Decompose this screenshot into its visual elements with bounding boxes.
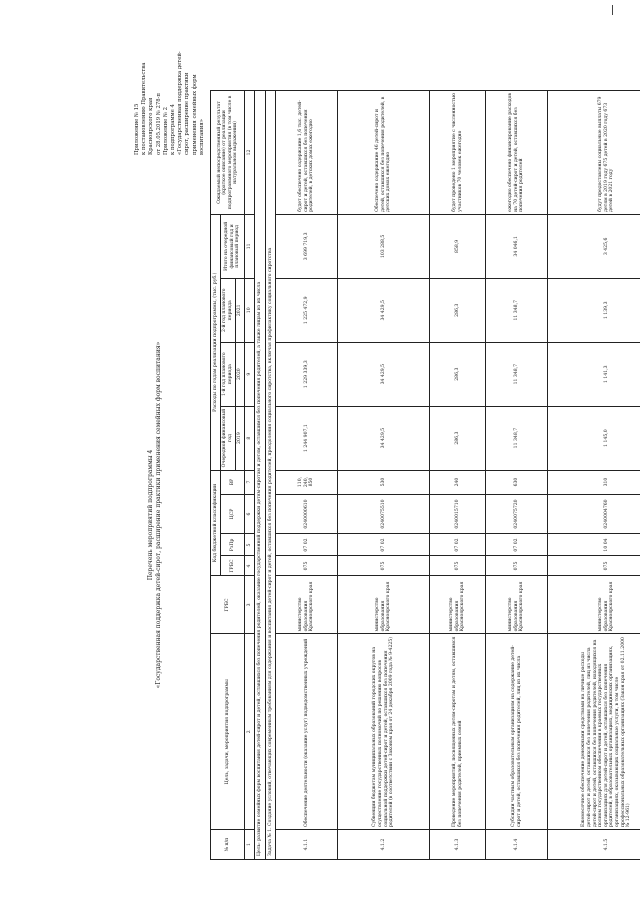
column-number: 2 (245, 634, 255, 830)
appendix-line: сирот, расширение практики (184, 72, 191, 155)
header-current-year: Очередной финансовый год (220, 406, 235, 470)
measures-table-wrapper (210, 90, 640, 860)
table-row (548, 91, 640, 860)
table-row (276, 91, 338, 860)
row-value-2019: 1 244 907,1 (276, 406, 338, 470)
row-value-total: 858,9 (430, 214, 486, 278)
row-value-2020: 11 348,7 (486, 342, 548, 406)
row-vr: 630 (486, 470, 548, 494)
header-first-year: 1-й год планового периода (220, 342, 235, 406)
row-result: Обеспечено содержание 46 детей-сирот и детей, оставшихся без попечения родителей, в детских домах ежегодно (338, 91, 430, 215)
row-grbs: министерство образования Красноярского края (548, 576, 640, 634)
row-value-2021: 1 139,3 (548, 278, 640, 342)
header-year-2021: 2021 (235, 278, 245, 342)
table-row (430, 91, 486, 860)
row-value-2021: 286,3 (430, 278, 486, 342)
column-number: 5 (245, 534, 255, 556)
header-rzpr: РзПр (220, 534, 245, 556)
header-year-2019: 2019 (235, 406, 245, 470)
row-rzpr: 07 02 (430, 534, 486, 556)
row-vr: 530 (338, 470, 430, 494)
row-value-2019: 11 348,7 (486, 406, 548, 470)
row-value-2020: 1 229 339,3 (276, 342, 338, 406)
task-row (265, 91, 276, 860)
column-number: 11 (245, 214, 255, 278)
row-csr: 0240075720 (486, 494, 548, 534)
row-grbs-code: 075 (548, 556, 640, 576)
column-number-row (245, 91, 255, 860)
appendix-line: Приложение № 15 (134, 103, 140, 155)
column-number: 4 (245, 556, 255, 576)
header-expenses: Расходы по годам реализации подпрограммы, (тыс. руб.) (211, 214, 221, 470)
row-grbs-code: 075 (276, 556, 338, 576)
appendix-line: Приложение № 2 (162, 106, 169, 155)
row-measure-name: Ежемесячное обеспечение денежными средствами на личные расходы детей-сирот и детей, оставшихся без попечения родителей, лиц из числа детей-сирот и детей, оставшихся без попечения родителей, находящихся на полном государственном обеспечении в краевых государственных организациях для детей-сирот и детей, оставшихся без попечения родителей, в образовательных организациях, медицинских организациях, организациях, оказывающих социальные услуги, в том числе профессиональных образовательных организациях (Закон края от 02.11.2000 № 12-961) (548, 634, 640, 830)
row-measure-name: Проведение мероприятий, посвященных детям-сиротам и детям, оставшимся без попечения родителей, приемных семей (430, 634, 486, 830)
row-grbs-code: 075 (430, 556, 486, 576)
task-text: Задача № 1. Создание условий, отвечающих современным требованиям для содержания и воспитания детей-сирот и детей, оставшихся без попечения родителей, преодоления социального сиротства, включая профилактику социального сиротства (265, 91, 276, 860)
title-line-1: Перечень мероприятий подпрограммы 4 (147, 449, 154, 581)
measures-table (210, 90, 640, 860)
row-measure-name: Субсидии частным образовательным организациям на содержание детей-сирот и детей, оставшихся без попечения родителей, лиц из их числа (486, 634, 548, 830)
row-csr: 0240004760 (548, 494, 640, 534)
goal-text: Цель: развитие семейных форм воспитания детей-сирот и детей, оставшихся без попечения родителей, оказание государственной поддержки детям-сиротам и детям, оставшимся без попечения родителей, а также лицам из их числа (254, 91, 265, 860)
header-year-2020: 2020 (235, 342, 245, 406)
row-value-total: 3 699 719,3 (276, 214, 338, 278)
header-row-1 (211, 91, 221, 860)
header-num: № п/п (211, 830, 245, 860)
column-number: 1 (245, 830, 255, 860)
row-num: 4.1.1 (276, 830, 338, 860)
row-value-2021: 1 225 472,9 (276, 278, 338, 342)
column-number: 12 (245, 91, 255, 215)
column-number: 6 (245, 494, 255, 534)
row-result: будет проведено 1 мероприятие с численностью участников 70 человек ежегодно (430, 91, 486, 215)
header-budget-class: Код бюджетной классификации (211, 470, 221, 576)
row-rzpr: 07 02 (486, 534, 548, 556)
appendix-line: применения семейных форм (191, 74, 198, 155)
row-rzpr: 10 04 (548, 534, 640, 556)
row-grbs: министерство образования Красноярского края (430, 576, 486, 634)
header-grbs: ГРБС (211, 576, 245, 634)
row-value-total: 3 425,6 (548, 214, 640, 278)
header-result: Ожидаемый непосредственный результат (краткое описание) от реализации подпрограммного мероприятия (в том числе в натуральном выражении) (211, 91, 245, 215)
row-value-2021: 34 429,5 (338, 278, 430, 342)
row-grbs-code: 075 (338, 556, 430, 576)
row-vr: 110, 240, 850 (276, 470, 338, 494)
header-csr: ЦСР (220, 494, 245, 534)
row-csr: 0240000610 (276, 494, 338, 534)
appendix-line: к подпрограмме 4 (170, 104, 177, 155)
column-number: 10 (245, 278, 255, 342)
row-grbs: министерство образования Красноярского края (338, 576, 430, 634)
row-csr: 0240015710 (430, 494, 486, 534)
row-value-2019: 286,3 (430, 406, 486, 470)
scan-edge-mark (612, 5, 613, 15)
row-num: 4.1.5 (548, 830, 640, 860)
row-value-total: 34 046,1 (486, 214, 548, 278)
row-csr: 0240075510 (338, 494, 430, 534)
row-value-2021: 11 348,7 (486, 278, 548, 342)
appendix-line: воспитания» (198, 119, 205, 155)
table-row (338, 91, 430, 860)
row-result: будет обеспечено содержание 1,6 тыс. детей-сирот и детей, оставшихся без попечения родителей, в детских домах ежегодно (276, 91, 338, 215)
title-line-2: «Государственная поддержка детей-сирот, расширение практики применения семейных форм воспитания» (154, 341, 162, 689)
row-value-total: 103 288,5 (338, 214, 430, 278)
row-grbs: министерство образования Красноярского края (276, 576, 338, 634)
row-measure-name: Субвенции бюджетам муниципальных образований городских округов на осуществление государственных полномочий по решению вопросов социальной поддержки детей-сирот и детей, оставшихся без попечения родителей (в соответствии с Законом края от 24 декабря 2009 года № 9-4225) (338, 634, 430, 830)
column-number: 3 (245, 576, 255, 634)
header-second-year: 2-й год планового периода (220, 278, 235, 342)
row-value-2020: 286,3 (430, 342, 486, 406)
column-number: 8 (245, 406, 255, 470)
goal-row (254, 91, 265, 860)
appendix-line: к постановлению Правительства (141, 62, 148, 155)
row-vr: 240 (430, 470, 486, 494)
row-rzpr: 07 02 (276, 534, 338, 556)
row-value-2020: 34 429,5 (338, 342, 430, 406)
row-result: ежегодно обеспечено финансирование расходов на 70 детей-сирот и детей, оставшихся без попечения родителей (486, 91, 548, 215)
row-num: 4.1.4 (486, 830, 548, 860)
row-measure-name: Обеспечение деятельности (оказание услуг) подведомственных учреждений (276, 634, 338, 830)
row-num: 4.1.2 (338, 830, 430, 860)
table-row (486, 91, 548, 860)
appendix-line: «Государственная поддержка детей- (177, 51, 184, 155)
row-rzpr: 07 02 (338, 534, 430, 556)
row-result: будут предоставлены социальные выплаты 679 детям в 2019 году 675 детей в 2020 году 673 детей в 2021 году (548, 91, 640, 215)
header-grbs-code: ГРБС (220, 556, 245, 576)
header-vr: ВР (220, 470, 245, 494)
appendix-line: от 28.05.2019 № 278-п (155, 93, 162, 155)
row-grbs-code: 075 (486, 556, 548, 576)
appendix-header (134, 5, 206, 155)
row-vr: 310 (548, 470, 640, 494)
row-value-2019: 1 145,0 (548, 406, 640, 470)
row-value-2020: 1 141,3 (548, 342, 640, 406)
column-number: 9 (245, 342, 255, 406)
row-num: 4.1.3 (430, 830, 486, 860)
row-grbs: министерство образования Красноярского края (486, 576, 548, 634)
appendix-line: Красноярского края (148, 97, 155, 155)
header-goal: Цель, задачи, мероприятия подпрограммы (211, 634, 245, 830)
header-total: Итого на очередной финансовый год и плановый период (220, 214, 245, 278)
document-title (147, 255, 162, 775)
column-number: 7 (245, 470, 255, 494)
row-value-2019: 34 429,5 (338, 406, 430, 470)
